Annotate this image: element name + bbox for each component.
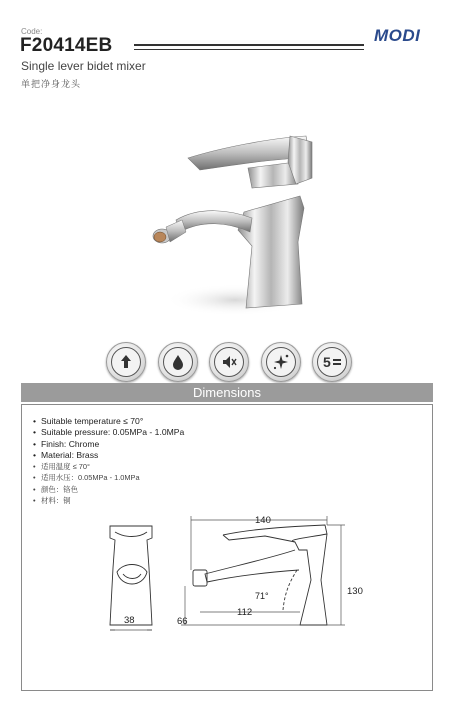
product-image xyxy=(140,122,320,322)
dim-height-130: 130 xyxy=(347,586,363,597)
spec-item: • Finish: Chrome xyxy=(33,439,184,450)
spec-item: • Suitable temperature ≤ 70° xyxy=(33,416,184,427)
spec-item: • Material: Brass xyxy=(33,450,184,461)
spec-item-cn: • 适用温度 ≤ 70° xyxy=(33,461,184,472)
spec-item-cn: • 适用水压：0.05MPa - 1.0MPa xyxy=(33,472,184,483)
five-year-warranty-icon xyxy=(317,347,347,377)
dim-spout-height-66: 66 xyxy=(177,616,188,627)
technical-drawing xyxy=(95,510,385,640)
pressure-feature-badge xyxy=(106,342,146,382)
dim-angle-71: 71° xyxy=(255,591,269,601)
brand-logo: MODI xyxy=(374,26,421,45)
header-rule xyxy=(134,44,364,46)
water-saving-feature-badge xyxy=(158,342,198,382)
pressure-icon xyxy=(111,347,141,377)
warranty-years-text: 5 xyxy=(323,354,331,370)
silent-icon xyxy=(214,347,244,377)
header-rule-thin xyxy=(134,49,364,50)
product-title-en: Single lever bidet mixer xyxy=(21,59,146,73)
five-year-warranty-feature-badge xyxy=(312,342,352,382)
spec-item: • Suitable pressure: 0.05MPa - 1.0MPa xyxy=(33,427,184,438)
product-code: F20414EB xyxy=(20,35,113,56)
silent-feature-badge xyxy=(209,342,249,382)
dim-base-38: 38 xyxy=(124,615,135,626)
dim-width-140: 140 xyxy=(255,515,271,526)
dim-reach-112: 112 xyxy=(237,607,253,618)
sparkle-clean-feature-badge xyxy=(261,342,301,382)
spec-item-cn: • 材料：铜 xyxy=(33,495,184,506)
dimensions-header: Dimensions xyxy=(21,383,433,402)
specs-list xyxy=(33,416,184,506)
code-label: Code: xyxy=(21,27,43,36)
product-title-cn: 单把净身龙头 xyxy=(21,79,82,89)
spec-item-cn: • 颜色：铬色 xyxy=(33,484,184,495)
sparkle-clean-icon xyxy=(266,347,296,377)
water-saving-icon xyxy=(163,347,193,377)
